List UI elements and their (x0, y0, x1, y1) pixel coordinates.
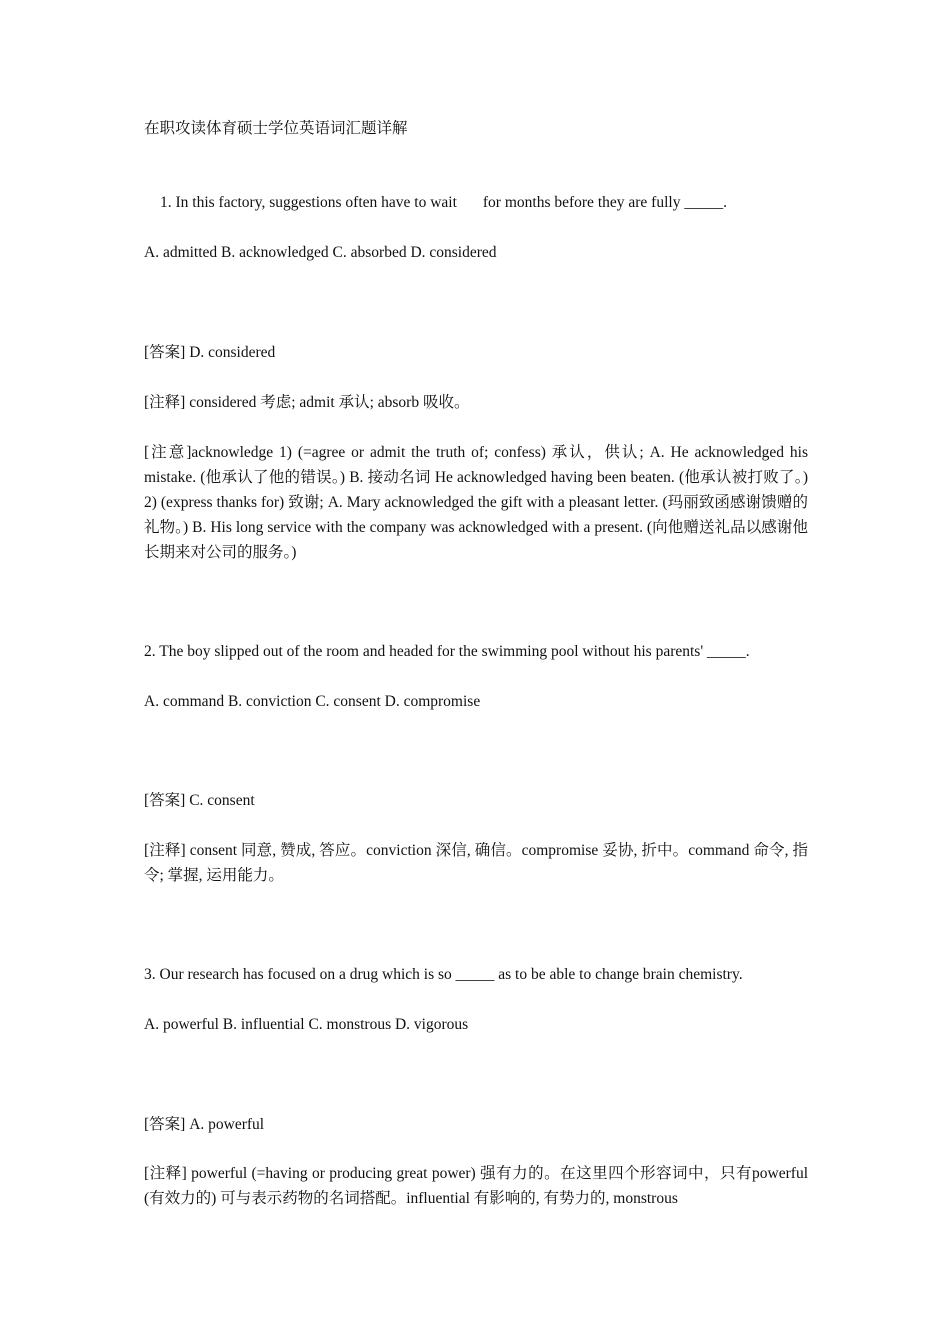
document-title: 在职攻读体育硕士学位英语词汇题详解 (144, 120, 408, 137)
question-2-stem: 2. The boy slipped out of the room and headed for the swimming pool without his parents' _____. (144, 643, 750, 660)
question-2-note: [注释] consent 同意, 赞成, 答应。conviction 深信, 确信。compromise 妥协, 折中。command 命令, 指令; 掌握, 运用能力。 (144, 842, 808, 884)
question-1-stem (160, 190, 824, 215)
question-1-stem-part1: 1. In this factory, suggestions often have to wait (160, 194, 457, 211)
question-1-options: A. admitted B. acknowledged C. absorbed D. considered (144, 244, 497, 261)
question-1-note: [注释] considered 考虑; admit 承认; absorb 吸收。 (144, 394, 470, 411)
question-1-answer: [答案] D. considered (144, 344, 276, 361)
question-2-answer: [答案] C. consent (144, 792, 255, 809)
question-1-stem-part2: for months before they are fully _____. (482, 194, 727, 211)
question-1-attention: [注意]acknowledge 1) (=agree or admit the truth of; confess) 承认，供认; A. He acknowledged his mistake. (他承认了他的错误。) B. 接动名词 He acknowledged having been beaten. (他承认被打败了。) 2) (express thanks for) 致谢; A. Mary acknowledged the gift with a pleasant letter. (玛丽致函感谢馈赠的礼物。) B. His long service with the company was acknowledged with a present. (向他赠送礼品以感谢他长期来对公司的服务。) (144, 444, 808, 561)
question-3-note: [注释] powerful (=having or producing great power) 强有力的。在这里四个形容词中，只有powerful (有效力的) 可与表示药物的名词搭配。influential 有影响的, 有势力的, monstrous (144, 1165, 808, 1207)
question-3-stem: 3. Our research has focused on a drug which is so _____ as to be able to change brain chemistry. (144, 966, 743, 983)
question-2-options: A. command B. conviction C. consent D. compromise (144, 693, 481, 710)
question-3-options: A. powerful B. influential C. monstrous D. vigorous (144, 1016, 469, 1033)
question-3-answer: [答案] A. powerful (144, 1116, 265, 1133)
